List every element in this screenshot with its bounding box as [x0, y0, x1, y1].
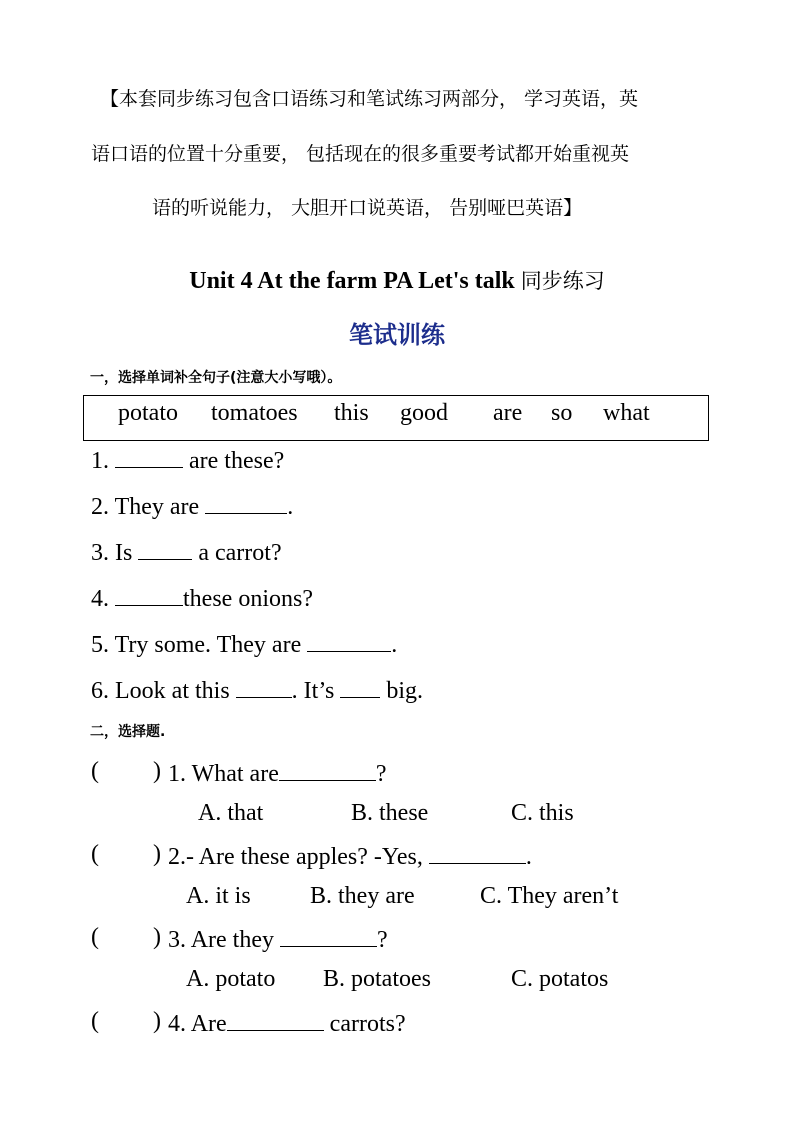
item-number: 4.	[91, 586, 109, 612]
item-text: Try some. They are	[114, 632, 302, 658]
fill-item-1	[91, 445, 284, 475]
item-text: big.	[386, 678, 423, 704]
section2-heading: 二，选择题.	[90, 724, 166, 740]
question-text: Are they	[190, 927, 274, 953]
word-bank-item: this	[334, 400, 369, 426]
question-4	[168, 1008, 406, 1038]
answer-blank	[279, 758, 376, 781]
option-c[interactable]: C. They aren’t	[480, 883, 619, 909]
intro-line-2: 语口语的位置十分重要， 包括现在的很多重要考试都开始重视英	[91, 143, 630, 165]
item-text: .	[287, 494, 294, 520]
option-a[interactable]: A. potato	[186, 966, 276, 992]
item-text: Is	[115, 540, 133, 566]
answer-paren-open[interactable]: (	[91, 841, 99, 867]
question-text: .	[525, 844, 532, 870]
answer-blank[interactable]	[236, 675, 292, 698]
item-number: 6.	[91, 678, 109, 704]
word-bank-item: tomatoes	[211, 400, 298, 426]
page-title	[0, 265, 794, 295]
answer-paren-close: )	[153, 1008, 161, 1034]
word-bank-item: potato	[118, 400, 178, 426]
item-number: 2.	[91, 494, 109, 520]
option-b[interactable]: B. they are	[310, 883, 415, 909]
answer-blank[interactable]	[307, 629, 391, 652]
answer-paren-close: )	[153, 841, 161, 867]
title-english: Unit 4 At the farm PA Let's talk	[189, 268, 521, 294]
answer-blank[interactable]	[115, 445, 183, 468]
question-3	[168, 924, 388, 954]
question-text: - Are these apples? -Yes,	[186, 844, 423, 870]
question-2	[168, 841, 532, 871]
intro-line-3: 语的听说能力， 大胆开口说英语， 告别哑巴英语】	[152, 197, 583, 219]
answer-blank	[227, 1008, 324, 1031]
item-text: a carrot?	[198, 540, 282, 566]
answer-blank	[429, 841, 526, 864]
question-text: ?	[375, 761, 387, 787]
item-text: are these?	[189, 448, 285, 474]
section1-heading: 一，选择单词补全句子(注意大小写哦）。	[90, 370, 342, 386]
fill-item-5	[91, 629, 397, 659]
word-bank	[83, 395, 709, 441]
item-text: .	[391, 632, 398, 658]
question-number: 1.	[168, 761, 186, 787]
subtitle: 笔试训练	[349, 321, 445, 349]
question-number: 2.	[168, 844, 186, 870]
word-bank-item: good	[400, 400, 448, 426]
item-text: They are	[114, 494, 200, 520]
answer-paren-open[interactable]: (	[91, 758, 99, 784]
option-b[interactable]: B. these	[351, 800, 429, 826]
option-a[interactable]: A. that	[198, 800, 264, 826]
word-bank-item: are	[493, 400, 523, 426]
item-text: Look at this	[115, 678, 230, 704]
item-text: these onions?	[183, 586, 313, 612]
item-number: 3.	[91, 540, 109, 566]
fill-item-4	[91, 583, 313, 613]
word-bank-item: so	[551, 400, 573, 426]
fill-item-6	[91, 675, 423, 705]
intro-line-1: 【本套同步练习包含口语练习和笔试练习两部分， 学习英语，英	[100, 88, 639, 110]
answer-blank[interactable]	[115, 583, 183, 606]
answer-blank[interactable]	[205, 491, 287, 514]
option-b[interactable]: B. potatoes	[323, 966, 431, 992]
item-text: . It’s	[291, 678, 335, 704]
item-number: 1.	[91, 448, 109, 474]
option-a[interactable]: A. it is	[186, 883, 251, 909]
word-bank-item: what	[603, 400, 650, 426]
fill-item-2	[91, 491, 293, 521]
question-text: carrots?	[329, 1011, 406, 1037]
option-c[interactable]: C. this	[511, 800, 574, 826]
question-number: 3.	[168, 927, 186, 953]
question-1	[168, 758, 387, 788]
question-text: What are	[191, 761, 279, 787]
item-number: 5.	[91, 632, 109, 658]
answer-paren-close: )	[153, 924, 161, 950]
option-c[interactable]: C. potatos	[511, 966, 609, 992]
title-chinese: 同步练习	[520, 269, 605, 293]
question-number: 4.	[168, 1011, 186, 1037]
fill-item-3	[91, 537, 282, 567]
question-text: ?	[376, 927, 388, 953]
answer-blank[interactable]	[340, 675, 380, 698]
answer-blank	[280, 924, 377, 947]
answer-paren-open[interactable]: (	[91, 924, 99, 950]
answer-paren-open[interactable]: (	[91, 1008, 99, 1034]
answer-paren-close: )	[153, 758, 161, 784]
question-text: Are	[190, 1011, 227, 1037]
answer-blank[interactable]	[138, 537, 192, 560]
